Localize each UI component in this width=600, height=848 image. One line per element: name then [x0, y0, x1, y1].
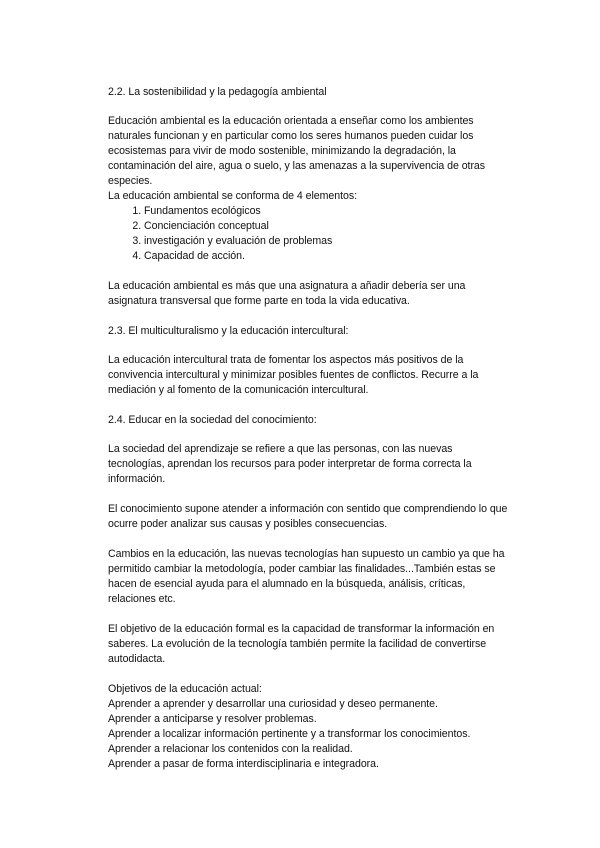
objectives-title: Objetivos de la educación actual: — [108, 683, 262, 695]
list-intro: La educación ambiental se conforma de 4 elementos: — [108, 190, 357, 202]
paragraph: El objetivo de la educación formal es la capacidad de transformar la información en saberes. La evolución de la tecnología también permite la facilidad de convertirse autodidacta. — [108, 623, 495, 665]
section-heading-2-2: 2.2. La sostenibilidad y la pedagogía ambiental — [108, 86, 327, 98]
section-heading-2-4: 2.4. Educar en la sociedad del conocimiento: — [108, 414, 317, 426]
objective-line: Aprender a aprender y desarrollar una curiosidad y deseo permanente. — [108, 698, 438, 710]
paragraph: La educación intercultural trata de fomentar los aspectos más positivos de la convivencia intercultural y minimizar posibles fuentes de conflictos. Recurre a la mediación y al fomento de la comunicación intercultural. — [108, 354, 479, 396]
list-item: 3. investigación y evaluación de problemas — [144, 234, 508, 249]
elements-list — [108, 204, 508, 264]
list-item: 1. Fundamentos ecológicos — [144, 204, 508, 219]
section-heading-2-3: 2.3. El multiculturalismo y la educación intercultural: — [108, 325, 349, 337]
list-item: 2. Concienciación conceptual — [144, 219, 508, 234]
paragraph: Cambios en la educación, las nuevas tecnologías han supuesto un cambio ya que ha permitido cambiar la metodología, poder cambiar las finalidades...También estas se hacen de esencial ayuda para el alumnado en la búsqueda, análisis, críticas, relaciones etc. — [108, 548, 505, 605]
list-item: 4. Capacidad de acción. — [144, 249, 508, 264]
objectives-block — [108, 682, 508, 772]
paragraph: La educación ambiental es más que una asignatura a añadir debería ser una asignatura transversal que forme parte en toda la vida educativa. — [108, 280, 466, 307]
objective-line: Aprender a relacionar los contenidos con la realidad. — [108, 743, 353, 755]
paragraph: El conocimiento supone atender a información con sentido que comprendiendo lo que ocurre poder analizar sus causas y posibles consecuencias. — [108, 503, 508, 530]
document-body — [108, 85, 508, 772]
objective-line: Aprender a anticiparse y resolver problemas. — [108, 713, 317, 725]
objective-line: Aprender a pasar de forma interdisciplinaria e integradora. — [108, 758, 379, 770]
paragraph: Educación ambiental es la educación orientada a enseñar como los ambientes naturales funcionan y en particular como los seres humanos pueden cuidar los ecosistemas para vivir de modo sostenible, minimizando la degradación, la contaminación del aire, agua o suelo, y las amenazas a la supervivencia de otras especies. — [108, 115, 486, 187]
paragraph: La sociedad del aprendizaje se refiere a que las personas, con las nuevas tecnologías, aprendan los recursos para poder interpretar de forma correcta la información. — [108, 443, 472, 485]
objective-line: Aprender a localizar información pertinente y a transformar los conocimientos. — [108, 728, 471, 740]
